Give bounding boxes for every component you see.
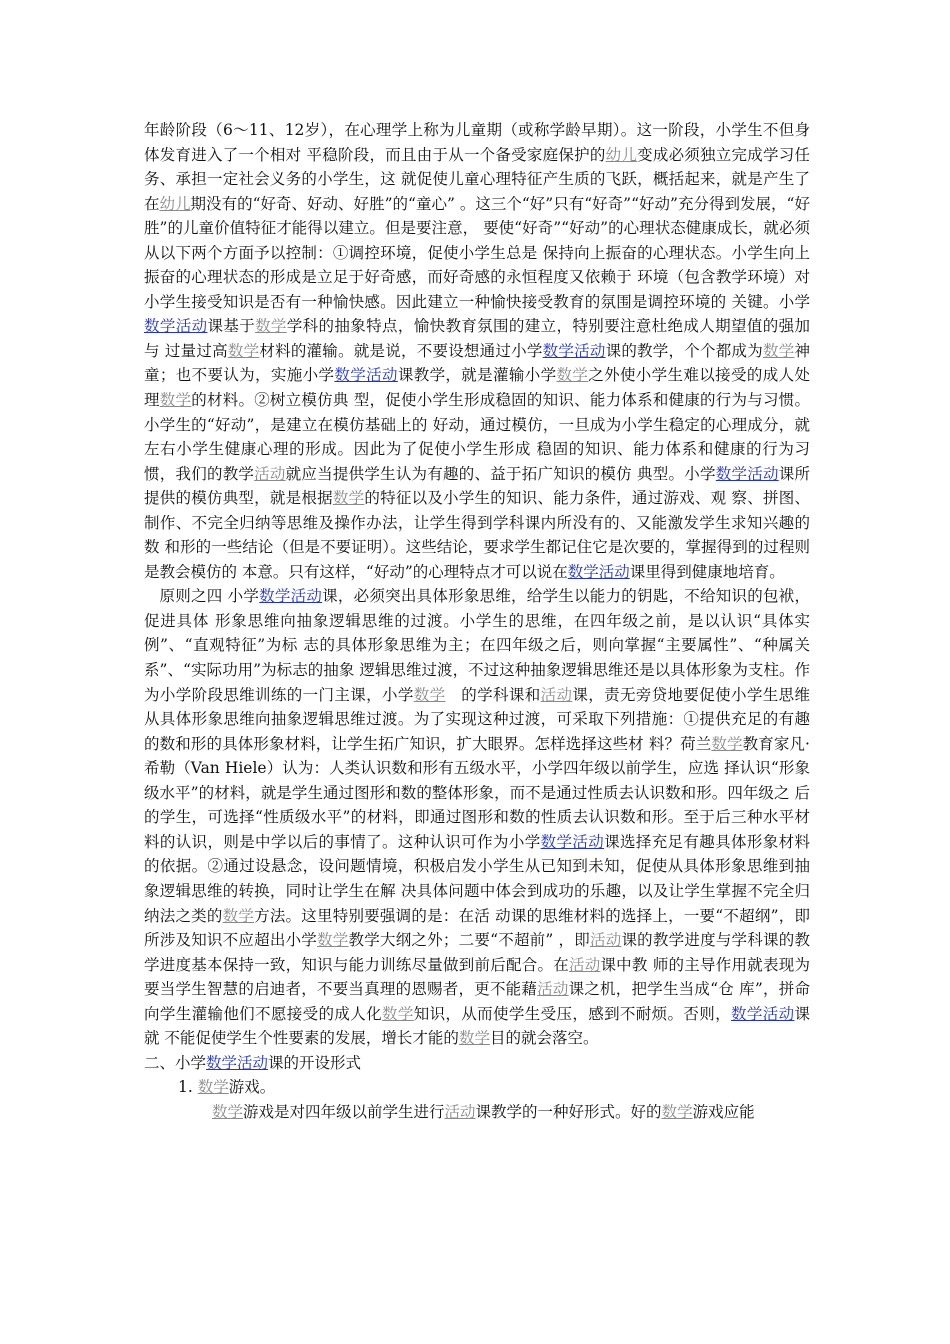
- text-run: 课所提供的模仿典型，就是根据: [144, 464, 810, 508]
- paragraph-2: [144, 584, 810, 1050]
- text-run: 二、小学: [144, 1053, 207, 1072]
- hyperlink-math-activity[interactable]: 数学活动: [542, 341, 606, 360]
- hyperlink-math-activity[interactable]: 数学活动: [730, 1004, 795, 1023]
- text-run: 游戏。: [228, 1078, 276, 1097]
- text-run: 神童；也不要认为，实施小学: [144, 341, 810, 385]
- text-run: 课的开设形式: [268, 1053, 362, 1072]
- paragraph-1: [144, 118, 810, 584]
- text-run: 的学科课和: [445, 685, 541, 704]
- hyperlink-math-activity[interactable]: 数学活动: [334, 366, 398, 385]
- text-run: 课的教学进度与学科课的教学进度基本保持一致，知识与能力训练尽量做到前后配合。在: [144, 931, 810, 974]
- text-run: 课，责无旁贷地要促使小学生思维从具体形象思维向抽象逻辑思维过渡。为了实现这种过渡，可采取下列措施：①提供充足的有趣的数和形的具体形象材料，让学生拓广知识，扩大眼界。怎样选择这些材 料？荷兰: [144, 685, 810, 753]
- text-run: 课选择充足有趣具体形象材料的依据。②通过设悬念，设问题情境，积极启发小学生从已知到未知，促使从具体形象思维到抽象逻辑思维的转换，同时让学生在解 决具体问题中体会到成功的乐趣，以及让学生掌握不完全归纳法之类的: [144, 832, 810, 925]
- keyword-link[interactable]: 活动: [444, 1102, 476, 1121]
- text-run: 年龄阶段（6～11、12岁），在心理学上称为儿童期（或称学龄早期）。这一阶段，小学生不但身体发育进入了一个相对 平稳阶段，而且由于从一个备受家庭保护的: [144, 121, 810, 164]
- keyword-link[interactable]: 数学: [227, 341, 260, 360]
- text-run: 课中教 师的主导作用就表现为要当学生智慧的启迪者，不要当真理的恩赐者，更不能藉: [144, 955, 810, 999]
- keyword-link[interactable]: 活动: [589, 931, 622, 950]
- hyperlink-math-activity[interactable]: 数学活动: [567, 562, 630, 581]
- text-run: 的特征以及小学生的知识、能力条件，通过游戏、观 察、拼图、制作、不完全归纳等思维及操作办法，让学生得到学科课内所没有的、又能激发学生求知兴趣的数 和形的一些结论（但是不要证明）。这些结论，要求学生都记住它是次要的，掌握得到的过程则是教会模仿的 本意。只有这样，“好动”的心理特点才可以说在: [144, 489, 810, 581]
- hyperlink-math-activity[interactable]: 数学活动: [144, 317, 208, 336]
- keyword-link[interactable]: 幼儿: [605, 145, 638, 164]
- keyword-link[interactable]: 活动: [537, 980, 569, 999]
- keyword-link[interactable]: 数学: [197, 1078, 229, 1097]
- keyword-link[interactable]: 数学: [556, 366, 589, 385]
- text-run: 课之机，把学生当成“仓 库”，拼命向学生灌输他们不愿接受的成人化: [144, 980, 810, 1023]
- document-body: [144, 118, 810, 1124]
- keyword-link[interactable]: 数学: [332, 489, 365, 508]
- keyword-link[interactable]: 数学: [661, 1102, 693, 1121]
- text-run: 教学大纲之外；二要“不超前” ，即: [348, 931, 590, 950]
- text-run: 课基于: [207, 317, 256, 336]
- keyword-link[interactable]: 数学: [159, 391, 192, 410]
- text-run: 之外使小学生难以接受的成人处理: [144, 366, 810, 410]
- hyperlink-math-activity[interactable]: 数学活动: [206, 1053, 269, 1072]
- text-run: 课里得到健康地培育。: [629, 562, 785, 581]
- keyword-link[interactable]: 活动: [254, 464, 286, 483]
- keyword-link[interactable]: 数学: [458, 1029, 490, 1048]
- text-run: 期没有的“好奇、好动、好胜”的“童心” 。这三个“好”只有“好奇”“好动”充分得到发展，“好胜”的儿童价值特征才能得以建立。但是要注意， 要使“好奇”“好动”的心理状态健康成长，就必须从以下两个方面予以控制：①调控环境，促使小学生总是 保持向上振奋的心理状态。小学生向上振奋的心理状态的形成是立足于好奇感，而好奇感的永恒程度又依赖于 环境（包含教学环境）对小学生接受知识是否有一种愉快感。因此建立一种愉快接受教育的氛围是调控环境的 关键。小学: [144, 194, 810, 311]
- text-run: 1.: [178, 1078, 198, 1097]
- text-run: 知识，从而使学生受压，感到不耐烦。否则，: [413, 1004, 731, 1023]
- section-heading: [144, 1051, 810, 1076]
- hyperlink-math-activity[interactable]: 数学活动: [259, 587, 323, 606]
- list-item-1: [144, 1075, 810, 1100]
- hyperlink-math-activity[interactable]: 数学活动: [715, 464, 779, 483]
- keyword-link[interactable]: 数学: [255, 317, 287, 336]
- keyword-link[interactable]: 数学: [413, 685, 446, 704]
- text-run: 游戏应能: [692, 1102, 755, 1121]
- keyword-link[interactable]: 数学: [317, 931, 349, 950]
- text-run: 变成必须独立完成学习任务、承担一定社会义务的小学生，这 就促使儿童心理特征产生质的飞跃，概括起来，就是产生了在: [144, 145, 810, 213]
- text-run: 学科的抽象特点，愉快教育氛围的建立，特别要注意杜绝成人期望值的强加与 过量过高: [144, 317, 810, 360]
- keyword-link[interactable]: 数学: [212, 1102, 244, 1121]
- text-run: 教育家凡·希勒（Van Hiele）认为：人类认识数和形有五级水平，小学四年级以前学生，应选 择认识“形象级水平”的材料，就是学生通过图形和数的整体形象，而不是通过性质去认识数和形。四年级之 后的学生，可选择“性质级水平”的材料，即通过图形和数的性质去认识数和形。至于后三种水平材料的认识，则是中学以后的事情了。这种认识可作为小学: [144, 734, 810, 851]
- keyword-link[interactable]: 数学: [381, 1004, 414, 1023]
- text-run: 课的教学，个个都成为: [605, 341, 763, 360]
- keyword-link[interactable]: 活动: [568, 955, 601, 974]
- text-run: 课就 不能促使学生个性要素的发展，增长才能的: [144, 1004, 810, 1048]
- keyword-link[interactable]: 数学: [762, 341, 795, 360]
- keyword-link[interactable]: 数学: [222, 906, 255, 925]
- hyperlink-math-activity[interactable]: 数学活动: [540, 832, 605, 851]
- keyword-link[interactable]: 幼儿: [159, 194, 191, 213]
- paragraph-3: [144, 1100, 810, 1125]
- text-run: 材料的灌输。就是说，不要设想通过小学: [259, 341, 543, 360]
- text-run: 课教学，就是灌输小学: [397, 366, 557, 385]
- keyword-link[interactable]: 活动: [540, 685, 573, 704]
- text-run: 课，必须突出具体形象思维，给学生以能力的钥匙，不给知识的包袱，促进具体 形象思维向抽象逻辑思维的过渡。小学生的思维，在四年级之前，是以认识“具体实例”、“直观特征”为标 志的具体形象思维为主；在四年级之后，则向掌握“主要属性”、“种属关系”、“实际功用”为标志的抽象 逻辑思维过渡，不过这种抽象逻辑思维还是以具体形象为支柱。作为小学阶段思维训练的一门主课，小学: [144, 587, 810, 704]
- text-run: 原则之四 小学: [159, 587, 260, 606]
- text-run: 游戏是对四年级以前学生进行: [243, 1102, 445, 1121]
- text-run: 课教学的一种好形式。好的: [475, 1102, 662, 1121]
- keyword-link[interactable]: 数学: [711, 734, 743, 753]
- text-run: 就应当提供学生认为有趣的、益于拓广知识的模仿 典型。小学: [285, 464, 716, 483]
- text-run: 的材料。②树立模仿典 型，促使小学生形成稳固的知识、能力体系和健康的行为与习惯。小学生的“好动”，是建立在模仿基础上的 好动，通过模仿，一旦成为小学生稳定的心理成分，就左右小学生健康心理的形成。因此为了促使小学生形成 稳固的知识、能力体系和健康的行为习惯，我们的教学: [144, 391, 810, 483]
- text-run: 目的就会落空。: [489, 1029, 599, 1048]
- text-run: 方法。这里特别要强调的是：在活 动课的思维材料的选择上，一要“不超纲”，即所涉及知识不应超出小学: [144, 906, 810, 950]
